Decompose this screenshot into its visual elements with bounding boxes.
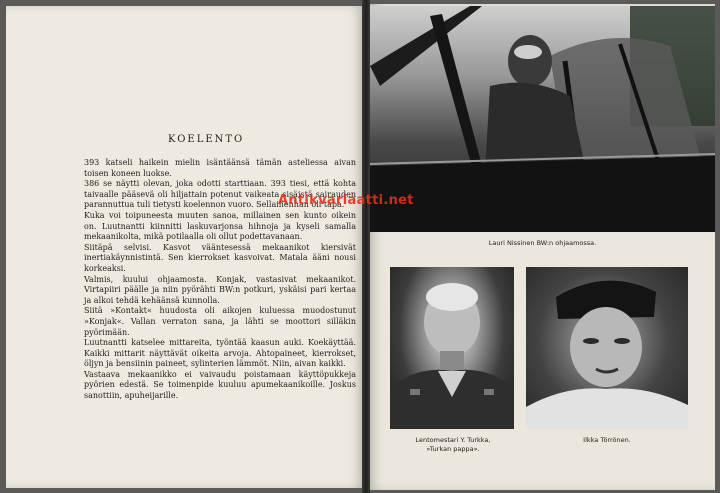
chapter-title: KOELENTO [168, 134, 245, 145]
portrait-illustration [526, 267, 688, 429]
bottom-left-caption [378, 436, 528, 454]
caption-line: »Turkan pappa». [426, 445, 480, 453]
portrait-turkka-photo [390, 267, 514, 429]
paragraph: 386 se näytti olevan, joka odotti starttiaan. 393 tiesi, että kohta taivaalle pääsevä oli hiljattain potenut vaikeata sisäistä sairauden parannuttua tuli tietysti koelennon vuoro. Sellainenhan oli tapa. [84, 179, 356, 210]
portrait-torronen-photo [526, 267, 688, 429]
paragraph: 393 katseli haikein mielin isäntäänsä tämän asteliessa aivan toisen koneen luokse. [84, 158, 356, 178]
paragraph: Siitä »Kontakt« huudosta oli aikojen kuluessa muodostunut »Konjak«. Vallan verraton sana, ja lähti se moottori silläkin pyörimään. [84, 306, 356, 337]
portrait-illustration [390, 267, 514, 429]
paragraph: Vastaava mekaanikko ei vaivaudu poistamaan käyttöpukkeja pyörien edestä. Se toimenpide kuuluu apumekaanikoille. Joskus sanottiin, apuheijarille. [84, 369, 356, 401]
caption-line: Lentomestari Y. Turkka, [415, 436, 491, 444]
cockpit-illustration [370, 6, 715, 232]
book-gutter [362, 0, 370, 493]
bottom-right-caption: Ilkka Törrönen. [583, 436, 631, 444]
paragraph: Luutnantti katselee mittareita, työntää kaasun auki. Koekäyttää. Kaikki mittarit näyttävät oikeita arvoja. Ahtopaineet, kierrokset, öljyn ja bensiinin paineet, sylinterien lämmöt. Niin, aivan kaikki. [84, 338, 356, 369]
paragraph: Siitäpä selvisi. Kasvot vääntesessä mekaanikot kiersivät inertiakäynnistintä. Sen kierrokset kasvoivat. Matala ääni nousi korkeaksi. [84, 242, 356, 273]
paragraph: Valmis, kuului ohjaamosta. Konjak, vastasivat mekaanikot. Virtapiiri päälle ja niin pyörähti BW:n potkuri, yskäisi pari kertaa ja alkoi tehdä kehäänsä kunnolla. [84, 274, 356, 305]
top-photo-caption: Lauri Nissinen BW:n ohjaamossa. [488, 239, 597, 247]
paragraph: Kuka voi toipuneesta muuten sanoa, millainen sen kunto oikein on. Luutnantti kiinnitti laskuvarjonsa hihnoja ja kyseli samalla mekaanikolta, mikä potilaalla oli ollut podettavanaan. [84, 210, 356, 242]
cockpit-photo [370, 6, 715, 232]
watermark: Antikvariaatti.net [278, 193, 414, 208]
